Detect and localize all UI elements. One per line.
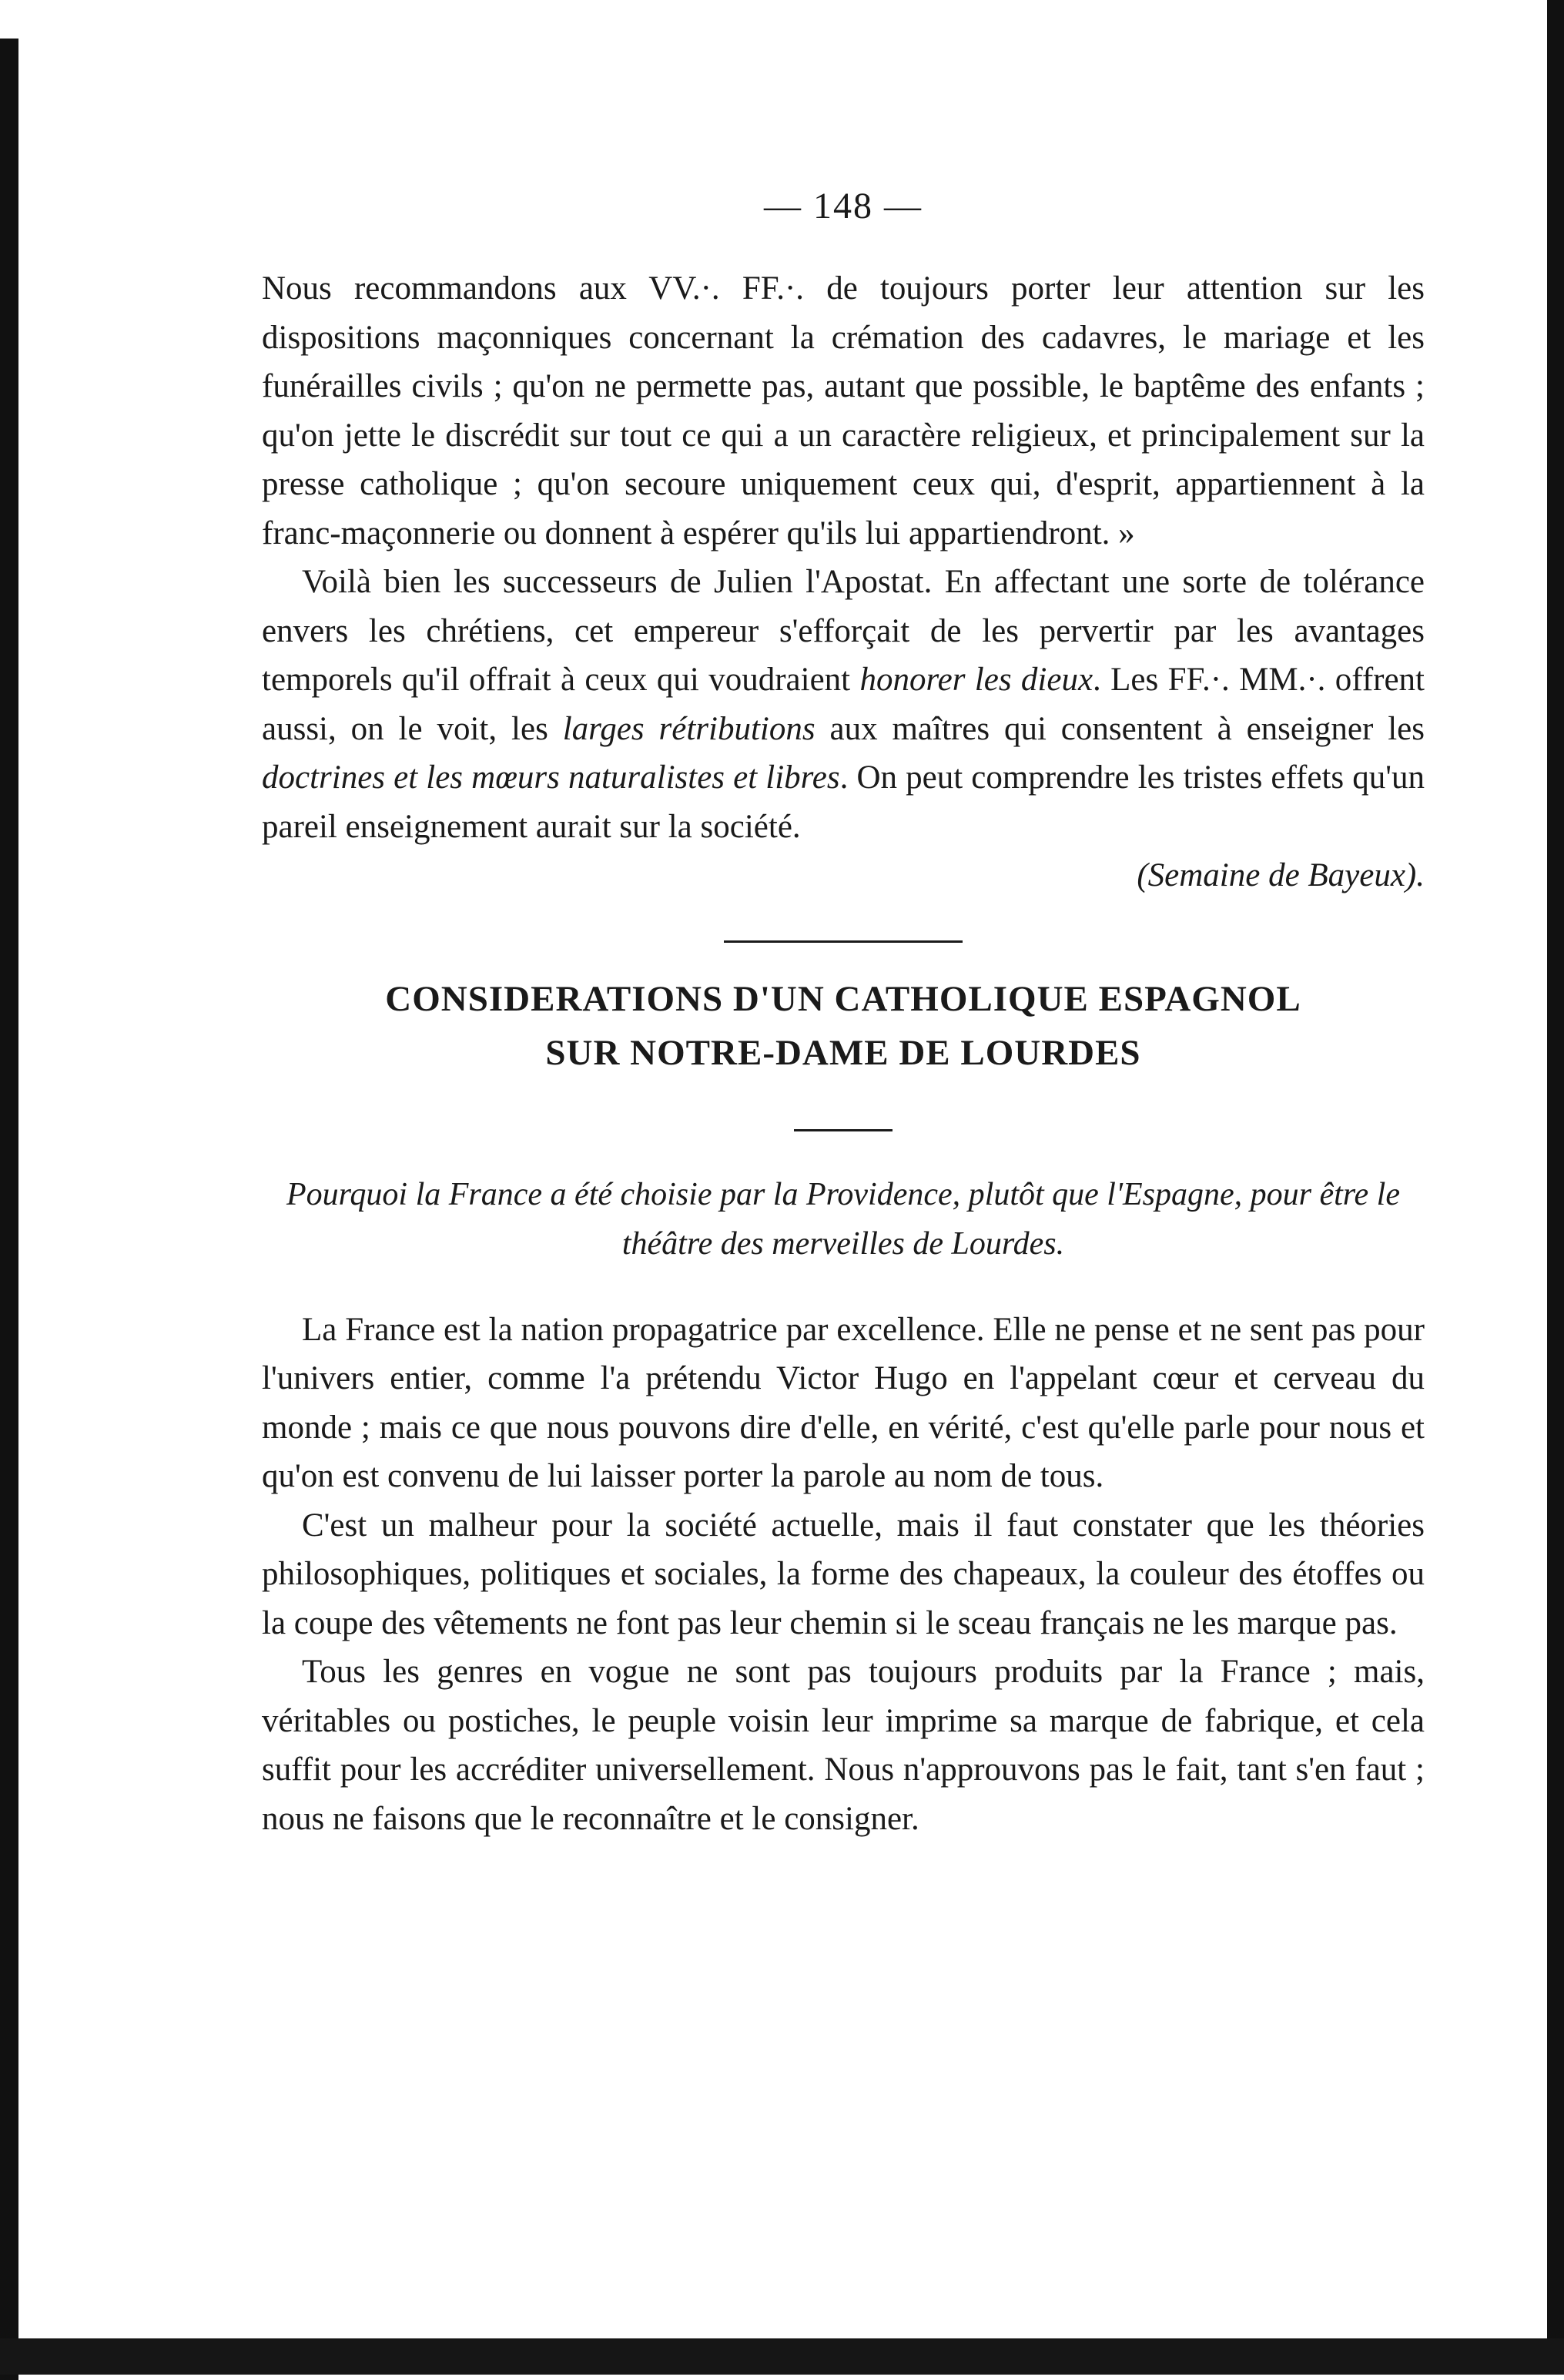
commentary-text-3: aux maîtres qui consentent à enseigner les — [815, 710, 1425, 747]
commentary-italic-1: honorer les dieux — [859, 662, 1093, 698]
section-title-line-1: CONSIDERATIONS D'UN CATHOLIQUE ESPAGNOL — [385, 978, 1301, 1019]
body-paragraph: La France est la nation propagatrice par excellence. Elle ne pense et ne sent pas pour l'univers entier, comme l'a prétendu Victor Hugo en l'appelant cœur et cerveau du monde ; mais ce que nous pouvons dire d'elle, en vérité, c'est qu'elle parle pour nous et qu'on est convenu de lui laisser porter la parole au nom de tous. — [262, 1311, 1425, 1494]
source-citation: (Semaine de Bayeux). — [1137, 857, 1425, 893]
commentary-paragraph — [262, 558, 1425, 851]
commentary-italic-3: doctrines et les mœurs naturalistes et libres — [262, 759, 840, 796]
section-subtitle: Pourquoi la France a été choisie par la Providence, plutôt que l'Espagne, pour être le théâtre des merveilles de Lourdes. — [286, 1176, 1400, 1262]
commentary-text-2: . Les FF.·. MM.·. offrent aussi, on le voit, les — [262, 662, 1425, 747]
separator-rule — [724, 940, 963, 943]
page-number: — 148 — — [764, 186, 923, 226]
body-text — [262, 1306, 1425, 1844]
section-title — [262, 972, 1425, 1080]
scan-left-edge — [0, 39, 18, 2380]
scan-right-edge — [1547, 0, 1564, 2375]
quote-paragraph: Nous recommandons aux VV.·. FF.·. de toujours porter leur attention sur les dispositions maçonniques concernant la crémation des cadavres, le mariage et les funérailles civils ; qu'on ne permette pas, autant que possible, le baptême des enfants ; qu'on jette le discrédit sur tout ce qui a un caractère religieux, et principalement sur la presse catholique ; qu'on secoure uniquement ceux qui, d'esprit, appartiennent à la franc-maçonnerie ou donnent à espérer qu'ils lui appartiendront. » — [262, 270, 1425, 551]
body-paragraph: C'est un malheur pour la société actuelle, mais il faut constater que les théories philosophiques, politiques et sociales, la forme des chapeaux, la couleur des étoffes ou la coupe des vêtements ne font pas leur chemin si le sceau français ne les marque pas. — [262, 1507, 1425, 1641]
book-page — [262, 185, 1425, 1843]
section-title-line-2: SUR NOTRE-DAME DE LOURDES — [545, 1032, 1141, 1073]
body-paragraph: Tous les genres en vogue ne sont pas toujours produits par la France ; mais, véritables ou postiches, le peuple voisin leur imprime sa marque de fabrique, et cela suffit pour les accréditer universellement. Nous n'approuvons pas le fait, tant s'en faut ; nous ne faisons que le reconnaître et le consigner. — [262, 1654, 1425, 1837]
citation-line — [262, 851, 1425, 900]
commentary-text-1: Voilà bien les successeurs de Julien l'Apostat. En affectant une sorte de tolérance envers les chrétiens, cet empereur s'efforçait de les pervertir par les avantages temporels qu'il offrait à ceux qui voudraient — [262, 564, 1425, 698]
commentary-text-4: . On peut comprendre les tristes effets qu'un pareil enseignement aurait sur la société. — [262, 759, 1425, 845]
scan-bottom-edge — [0, 2338, 1564, 2375]
title-rule — [794, 1129, 893, 1131]
commentary-italic-2: larges rétributions — [562, 710, 815, 747]
